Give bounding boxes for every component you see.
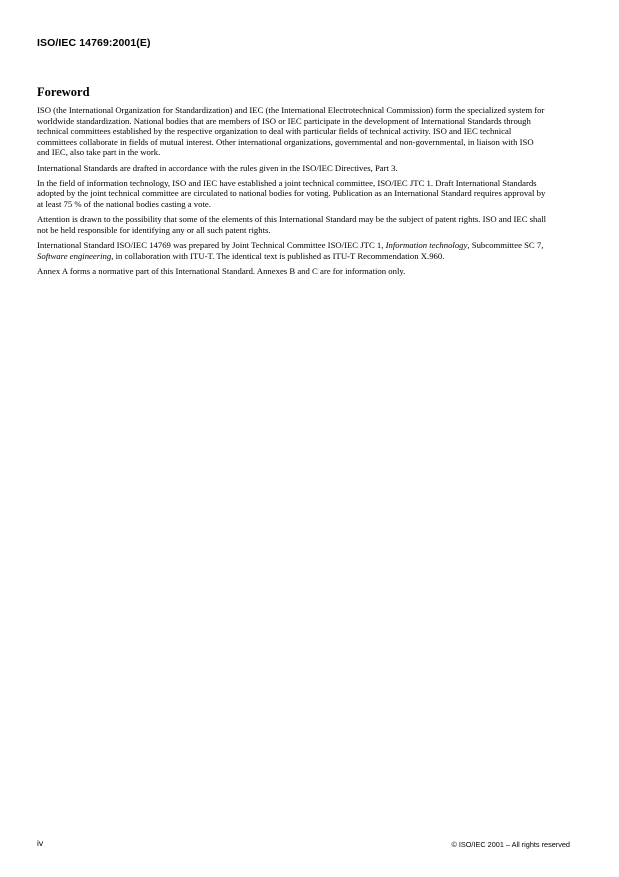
document-id-header: ISO/IEC 14769:2001(E) [37,37,151,49]
preparation-text-3: , in collaboration with ITU-T. The identical text is published as ITU-T Recommendation X.960. [111,250,445,261]
paragraph-organizations: ISO (the International Organization for Standardization) and IEC (the International Electrotechnical Commission) form the specialized system for worldwide standardization. National bodies that are members of ISO or IEC participate in the development of International Standards through technical committees established by the respective organization to deal with particular fields of technical activity. ISO and IEC technical committees collaborate in fields of mutual interest. Other international organizations, governmental and non-governmental, in liaison with ISO and IEC, also take part in the work. [37,105,545,158]
copyright-notice: © ISO/IEC 2001 – All rights reserved [451,840,570,849]
paragraph-patent-rights: Attention is drawn to the possibility that some of the elements of this International Standard may be the subject of patent rights. ISO and IEC shall not be held responsible for identifying any or all such patent rights. [37,214,547,235]
page-number: iv [37,838,44,848]
preparation-italic-1: Information technology [385,239,468,250]
preparation-text-2: , Subcommittee SC 7, [467,239,544,250]
preparation-italic-2: Software engineering [37,250,112,261]
paragraph-directives: International Standards are drafted in accordance with the rules given in the ISO/IEC Directives, Part 3. [37,162,398,173]
paragraph-joint-committee: In the field of information technology, ISO and IEC have established a joint technical committee, ISO/IEC JTC 1. Draft International Standards adopted by the joint technical committee are circulated to national bodies for voting. Publication as an International Standard requires approval by at least 75 % of the national bodies casting a vote. [37,177,546,209]
section-title: Foreword [37,85,90,99]
preparation-text-1: International Standard ISO/IEC 14769 was prepared by Joint Technical Committee ISO/IEC JTC 1, [37,239,386,250]
paragraph-preparation [37,240,547,261]
paragraph-annexes: Annex A forms a normative part of this International Standard. Annexes B and C are for information only. [37,265,406,276]
foreword-body [37,105,547,281]
